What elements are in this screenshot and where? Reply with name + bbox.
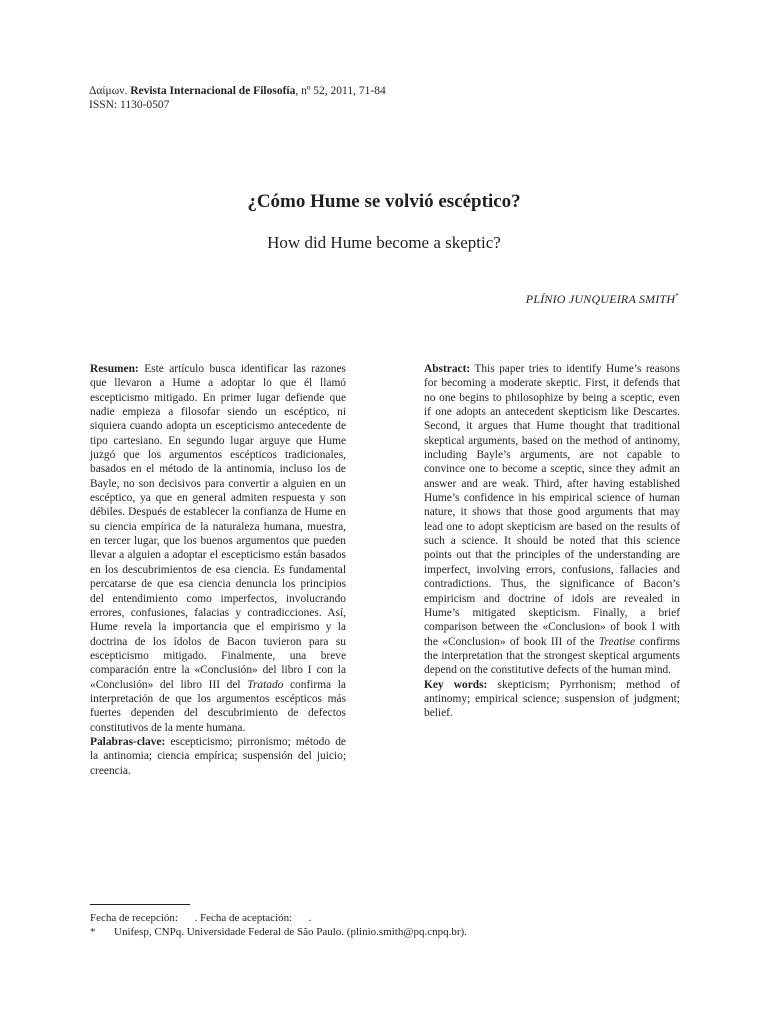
abstract-text: This paper tries to identify Hume’s reasons for becoming a moderate skeptic. First, it defends that no one begins to philosophize by being a sceptic, even if one adopts an antecedent skepticism like Descartes. Second, it argues that Hume thought that traditional skeptical arguments, based on the method of antinomy, including Bayle’s arguments, are not capable to convince one to become a sceptic, since they admit an answer and are weak. Third, after having established Hume’s confidence in his empirical science of human nature, it shows that those good arguments that may lead one to adopt skepticism are based on the results of such a science. It should be noted that this science points out that the principles of the understanding are imperfect, involving errors, confusions, fallacies and contradictions. Thus, the significance of Bacon’s empiricism and doctrine of idols are revealed in Hume’s mitigated skepticism. Finally, a brief comparison between the «Conclusion» of book I with the «Conclusion» of book III of the: [424, 363, 680, 648]
paper-title: ¿Cómo Hume se volvió escéptico?: [247, 191, 521, 212]
footnote-divider: [90, 904, 190, 905]
journal-header: Δαίμων. Revista Internacional de Filosofía, nº 52, 2011, 71-84: [89, 85, 386, 97]
affiliation-text: Unifesp, CNPq. Universidade Federal de São Paulo. (plinio.smith@pq.cnpq.br).: [114, 926, 467, 938]
abstract-label: Abstract:: [424, 363, 471, 375]
affiliation-mark: *: [90, 926, 96, 938]
footnote-dates: Fecha de recepción: . Fecha de aceptación: .: [90, 912, 312, 924]
journal-issue: , nº 52, 2011, 71-84: [295, 85, 386, 97]
abstract-text-end: confirms the interpretation that the strongest skeptical arguments depend on the constitutive defects of the human mind.: [424, 635, 680, 677]
resumen-label: Resumen:: [90, 363, 139, 375]
paper-subtitle: How did Hume become a skeptic?: [267, 233, 501, 252]
author-footnote-mark: *: [675, 292, 679, 300]
author: [526, 292, 679, 307]
issn: ISSN: 1130-0507: [89, 99, 170, 111]
resumen-text: Este artículo busca identificar las razones que llevaron a Hume a adoptar lo que él llamó escepticismo mitigado. En primer lugar defiende que nadie empieza a filosofar siendo un escéptico, ni siquiera cuando adopta un escepticismo antecedente de tipo cartesiano. En segundo lugar arguye que Hume juzgó que los argumentos escépticos tradicionales, basados en el método de la antinomia, incluso los de Bayle, no son decisivos para convertir a alguien en un escéptico, ya que en general admiten respuesta y son débiles. Después de establecer la confianza de Hume en su ciencia empírica de la naturaleza humana, muestra, en tercer lugar, que los buenos argumentos que pueden llevar a alguien a adoptar el escepticismo están basados en los descubrimientos de esa ciencia. Es fundamental percatarse de que esa ciencia denuncia los principios del entendimiento como imperfectos, involucrando errores, confusiones, falacias y contradicciones. Así, Hume revela la importancia que el empirismo y la doctrina de los ídolos de Bacon tuvieron para su escepticismo mitigado. Finalmente, una breve comparación entre la «Conclusión» del libro I con la «Conclusión» del libro III del: [90, 363, 346, 691]
palabras-clave-label: Palabras-clave:: [90, 735, 166, 748]
footnote-affiliation: [90, 925, 467, 939]
resumen-paragraph: [90, 362, 346, 735]
key-words-text: skepticism; Pyrrhonism; method of antinomy; empirical science; suspension of judgment; belief.: [424, 678, 680, 720]
abstract-italic: Treatise: [598, 635, 636, 648]
resumen-italic: Tratado: [247, 678, 284, 691]
key-words-label: Key words:: [424, 678, 488, 691]
journal-name: Revista Internacional de Filosofía: [130, 85, 296, 97]
journal-symbol: Δαίμων: [89, 85, 125, 97]
palabras-clave-text: escepticismo; pirronismo; método de la antinomia; ciencia empírica; suspensión del juicio; creencia.: [90, 735, 346, 777]
resumen-text-end: confirma la interpretación de que los argumentos escépticos más fuertes dependen del descubrimiento de defectos constitutivos de la mente humana.: [90, 678, 346, 734]
palabras-clave-paragraph: [90, 735, 346, 778]
abstract-paragraph: [424, 362, 680, 678]
abstract-column: [424, 362, 680, 721]
key-words-paragraph: [424, 678, 680, 721]
author-name: PLÍNIO JUNQUEIRA SMITH: [525, 292, 676, 306]
resumen-column: [90, 362, 346, 778]
